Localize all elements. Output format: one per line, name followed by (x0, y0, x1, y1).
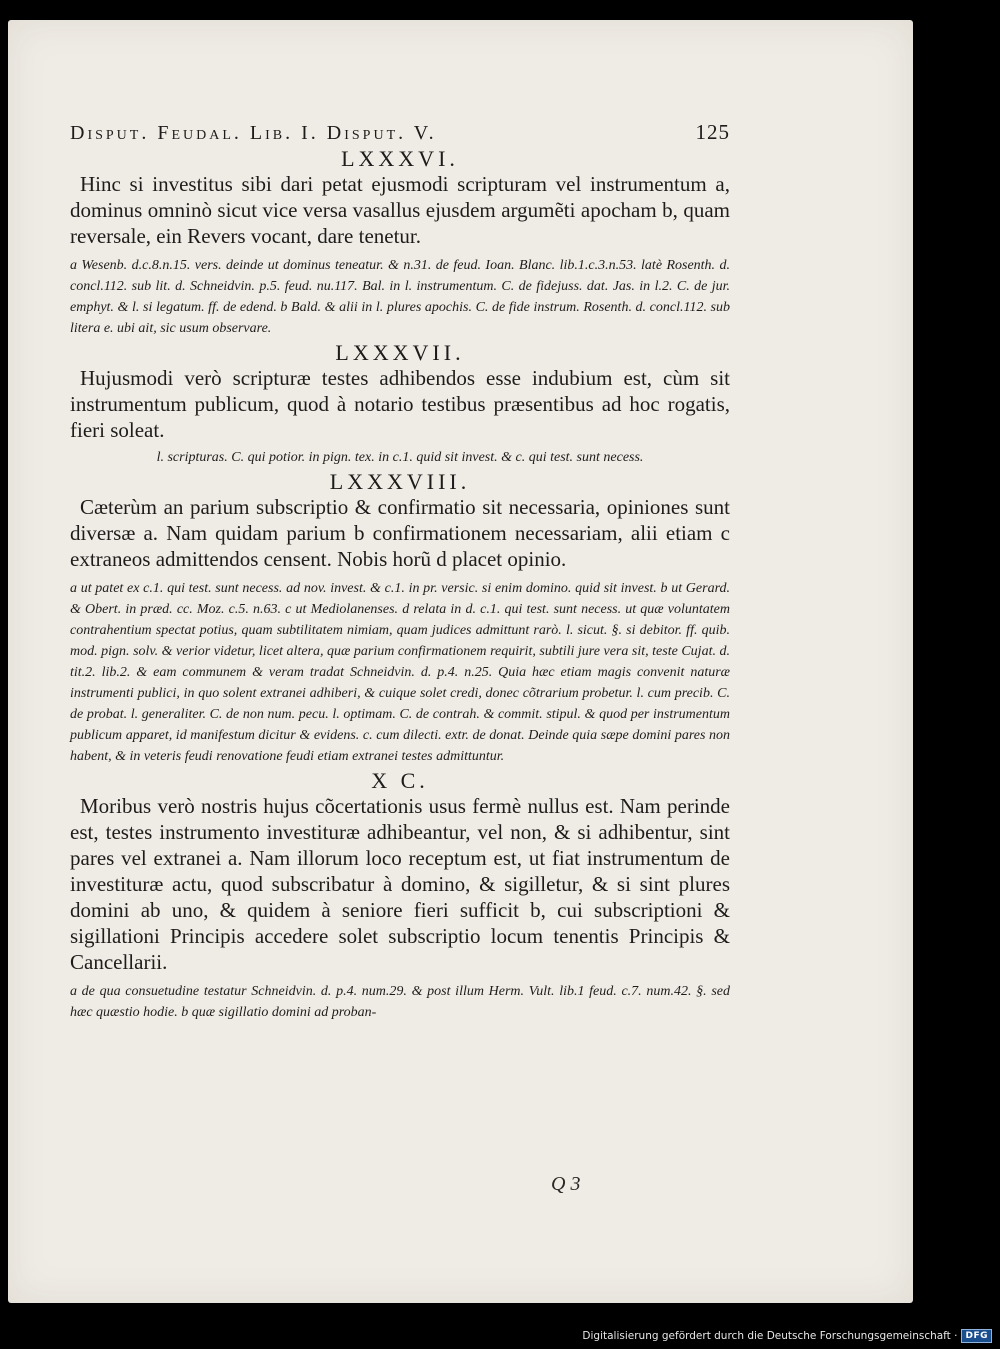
signature-mark: Q 3 (551, 1173, 581, 1195)
section-heading: X C. (371, 768, 429, 793)
section-paragraph: Hinc si investitus sibi dari petat ejusmodi scripturam vel instrumentum a, dominus omninò sicut vice versa vasallus ejusdem argumẽti apocham b, quam reversale, ein Revers vocant, dare tenetur. (70, 172, 730, 248)
section-footnote: a ut patet ex c.1. qui test. sunt necess. ad nov. invest. & c.1. in pr. versic. si enim domino. quid sit invest. b ut Gerard. & Obert. in præd. cc. Moz. c.5. n.63. c ut Mediolanenses. d relata in d. c.1. qui test. sunt necess. ut quæ voluntatem contrahentium spectat potius, quam subtilitatem nimiam, quam judices admittunt rarò. l. sicut. §. si debitor. ff. quib. mod. pign. solv. & verior videtur, licet altera, quæ parium confirmationem requirit, subtili jure vera sit, teste Cujat. d. tit.2. lib.2. & eam communem & veram tradat Schneidvin. d. p.4. n.25. Quia hæc etiam magis convenit naturæ instrumenti publici, in quo solent extranei adhiberi, & cuique solet credi, donec cõtrarium probetur. l. cum precib. C. de probat. l. generaliter. C. de non num. pecu. l. optimam. C. de contrah. & commit. stipul. & quod per instrumentum publicum apparet, id manifestum dicitur & evidens. c. cum dilecti. extr. de donat. Deinde quia sæpe domini pares non habent, & in veteris feudi renovatione feudi etiam extranei testes admittuntur. (70, 581, 730, 764)
page-text-block (70, 120, 730, 1025)
section-heading: LXXXVIII. (329, 469, 471, 494)
section-footnote: l. scripturas. C. qui potior. in pign. tex. in c.1. quid sit invest. & c. qui test. sunt necess. (156, 450, 644, 465)
section-heading: LXXXVI. (341, 146, 459, 171)
section-paragraph: Moribus verò nostris hujus cõcertationis usus fermè nullus est. Nam perinde est, testes instrumento investituræ adhibeantur, vel non, & si adhibentur, sint pares vel extranei a. Nam illorum loco receptum est, ut fiat instrumentum de investituræ actu, quod subscribatur à domino, & sigilletur, & si sint plures domini ab uno, & quidem à seniore fieri sufficit b, cui subscriptioni & sigillationi Principis accedere solet subscriptio locum tenentis Principis & Cancellarii. (70, 794, 730, 974)
footer-credit: Digitalisierung gefördert durch die Deutsche Forschungsgemeinschaft · (582, 1330, 958, 1342)
section-footnote: a Wesenb. d.c.8.n.15. vers. deinde ut dominus teneatur. & n.31. de feud. Ioan. Blanc. lib.1.c.3.n.53. latè Rosenth. d. concl.112. sub lit. d. Schneidvin. p.5. feud. nu.117. Bal. in l. instrumentum. C. de fidejuss. dat. Jas. in l.2. C. de jur. emphyt. & l. si legatum. ff. de edend. b Bald. & alii in l. plures apochis. C. de fide instrum. Rosenth. d. concl.112. sub litera e. ubi ait, sic usum observare. (70, 258, 730, 336)
section-88 (70, 470, 730, 767)
section-86 (70, 147, 730, 339)
section-paragraph: Cæterùm an parium subscriptio & confirmatio sit necessaria, opiniones sunt diversæ a. Nam quidam parium b confirmationem necessariam, alii etiam c extraneos admittendos censent. Nobis horũ d placet opinio. (70, 495, 730, 571)
section-footnote: a de qua consuetudine testatur Schneidvin. d. p.4. num.29. & post illum Herm. Vult. lib.1 feud. c.7. num.42. §. sed hæc quæstio hodie. b quæ sigillatio domini ad proban- (70, 984, 730, 1020)
section-90 (70, 769, 730, 1023)
page-number: 125 (695, 120, 730, 144)
section-heading: LXXXVII. (335, 340, 465, 365)
running-head (70, 120, 730, 145)
dfg-logo-icon: DFG (961, 1329, 992, 1343)
section-87 (70, 341, 730, 468)
section-paragraph: Hujusmodi verò scripturæ testes adhibendos esse indubium est, cùm sit instrumentum publicum, quod à notario testibus præsentibus ad hoc rogatis, fieri soleat. (70, 366, 730, 442)
running-head-title: Disput. Feudal. Lib. I. Disput. V. (70, 122, 437, 144)
book-page (8, 20, 913, 1303)
digitization-footer (582, 1329, 992, 1343)
